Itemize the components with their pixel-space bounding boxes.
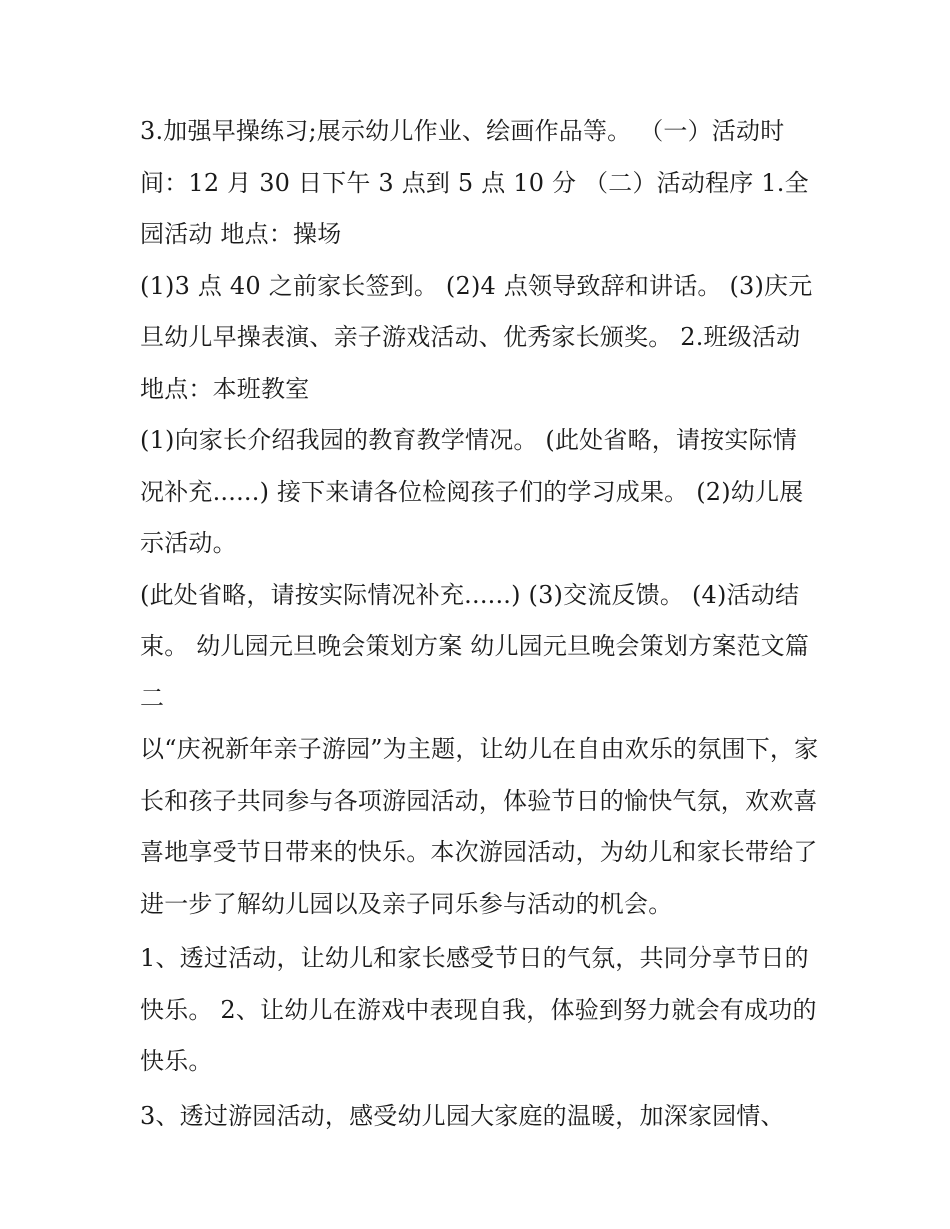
paragraph-7: 3、透过游园活动，感受幼儿园大家庭的温暖，加深家园情、	[140, 1101, 785, 1130]
paragraph-4: (此处省略，请按实际情况补充......) (3)交流反馈。 (4)活动结束。 幼儿园元旦晚会策划方案 幼儿园元旦晚会策划方案范文篇二	[140, 580, 810, 712]
paragraph-3: (1)向家长介绍我园的教育教学情况。 (此处省略，请按实际情况补充......) 接下来请各位检阅孩子们的学习成果。 (2)幼儿展示活动。	[140, 426, 804, 557]
paragraph-1: 3.加强早操练习;展示幼儿作业、绘画作品等。 （一）活动时间：12 月 30 日下午 3 点到 5 点 10 分 （二）活动程序 1.全园活动 地点：操场	[140, 117, 809, 248]
paragraph-5: 以“庆祝新年亲子游园”为主题，让幼儿在自由欢乐的氛围下，家长和孩子共同参与各项游园活动，体验节日的愉快气氛，欢欢喜喜地享受节日带来的快乐。本次游园活动，为幼儿和家长带给了进一步了解幼儿园以及亲子同乐参与活动的机会。	[140, 735, 819, 918]
paragraph-6: 1、透过活动，让幼儿和家长感受节日的气氛，共同分享节日的快乐。 2、让幼儿在游戏中表现自我，体验到努力就会有成功的快乐。	[140, 944, 817, 1075]
document-body	[140, 106, 820, 1142]
paragraph-2: (1)3 点 40 之前家长签到。 (2)4 点领导致辞和讲话。 (3)庆元旦幼儿早操表演、亲子游戏活动、优秀家长颁奖。 2.班级活动 地点：本班教室	[140, 271, 813, 403]
